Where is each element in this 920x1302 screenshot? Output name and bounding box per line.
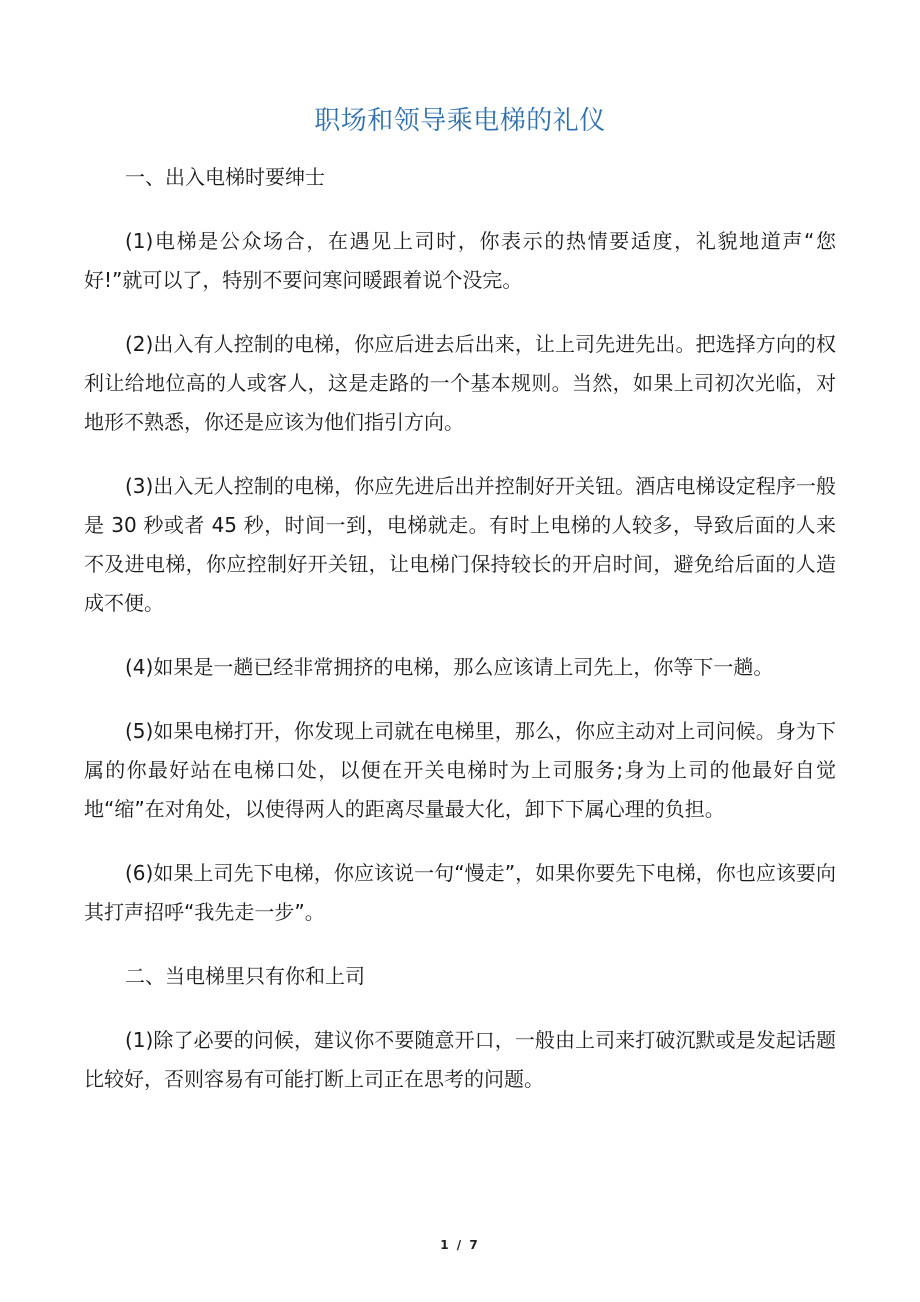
- paragraph: (1)电梯是公众场合，在遇见上司时，你表示的热情要适度，礼貌地道声“您好!”就可以了，特别不要问寒问暖跟着说个没完。: [84, 229, 836, 292]
- paragraph: (4)如果是一趟已经非常拥挤的电梯，那么应该请上司先上，你等下一趟。: [125, 655, 774, 679]
- paragraph: (3)出入无人控制的电梯，你应先进后出并控制好开关钮。酒店电梯设定程序一般是 30 秒或者 45 秒，时间一到，电梯就走。有时上电梯的人较多，导致后面的人来不及进电梯，你应控制好开关钮，让电梯门保持较长的开启时间，避免给后面的人造成不便。: [84, 474, 836, 615]
- page-title: 职场和领导乘电梯的礼仪: [314, 106, 606, 136]
- paragraph: (2)出入有人控制的电梯，你应后进去后出来，让上司先进先出。把选择方向的权利让给地位高的人或客人，这是走路的一个基本规则。当然，如果上司初次光临，对地形不熟悉，你还是应该为他们指引方向。: [84, 332, 836, 434]
- paragraph: (6)如果上司先下电梯，你应该说一句“慢走”，如果你要先下电梯，你也应该要向其打声招呼“我先走一步”。: [84, 861, 836, 924]
- paragraph: (1)除了必要的问候，建议你不要随意开口，一般由上司来打破沉默或是发起话题比较好，否则容易有可能打断上司正在思考的问题。: [84, 1028, 836, 1091]
- document-body: [84, 158, 836, 1099]
- page-number: 1 / 7: [440, 1238, 480, 1252]
- section-heading: 一、出入电梯时要绅士: [125, 165, 325, 189]
- paragraph: (5)如果电梯打开，你发现上司就在电梯里，那么，你应主动对上司问候。身为下属的你最好站在电梯口处，以便在开关电梯时为上司服务;身为上司的他最好自觉地“缩”在对角处，以使得两人的距离尽量最大化，卸下下属心理的负担。: [84, 719, 836, 821]
- section-heading: 二、当电梯里只有你和上司: [125, 964, 365, 988]
